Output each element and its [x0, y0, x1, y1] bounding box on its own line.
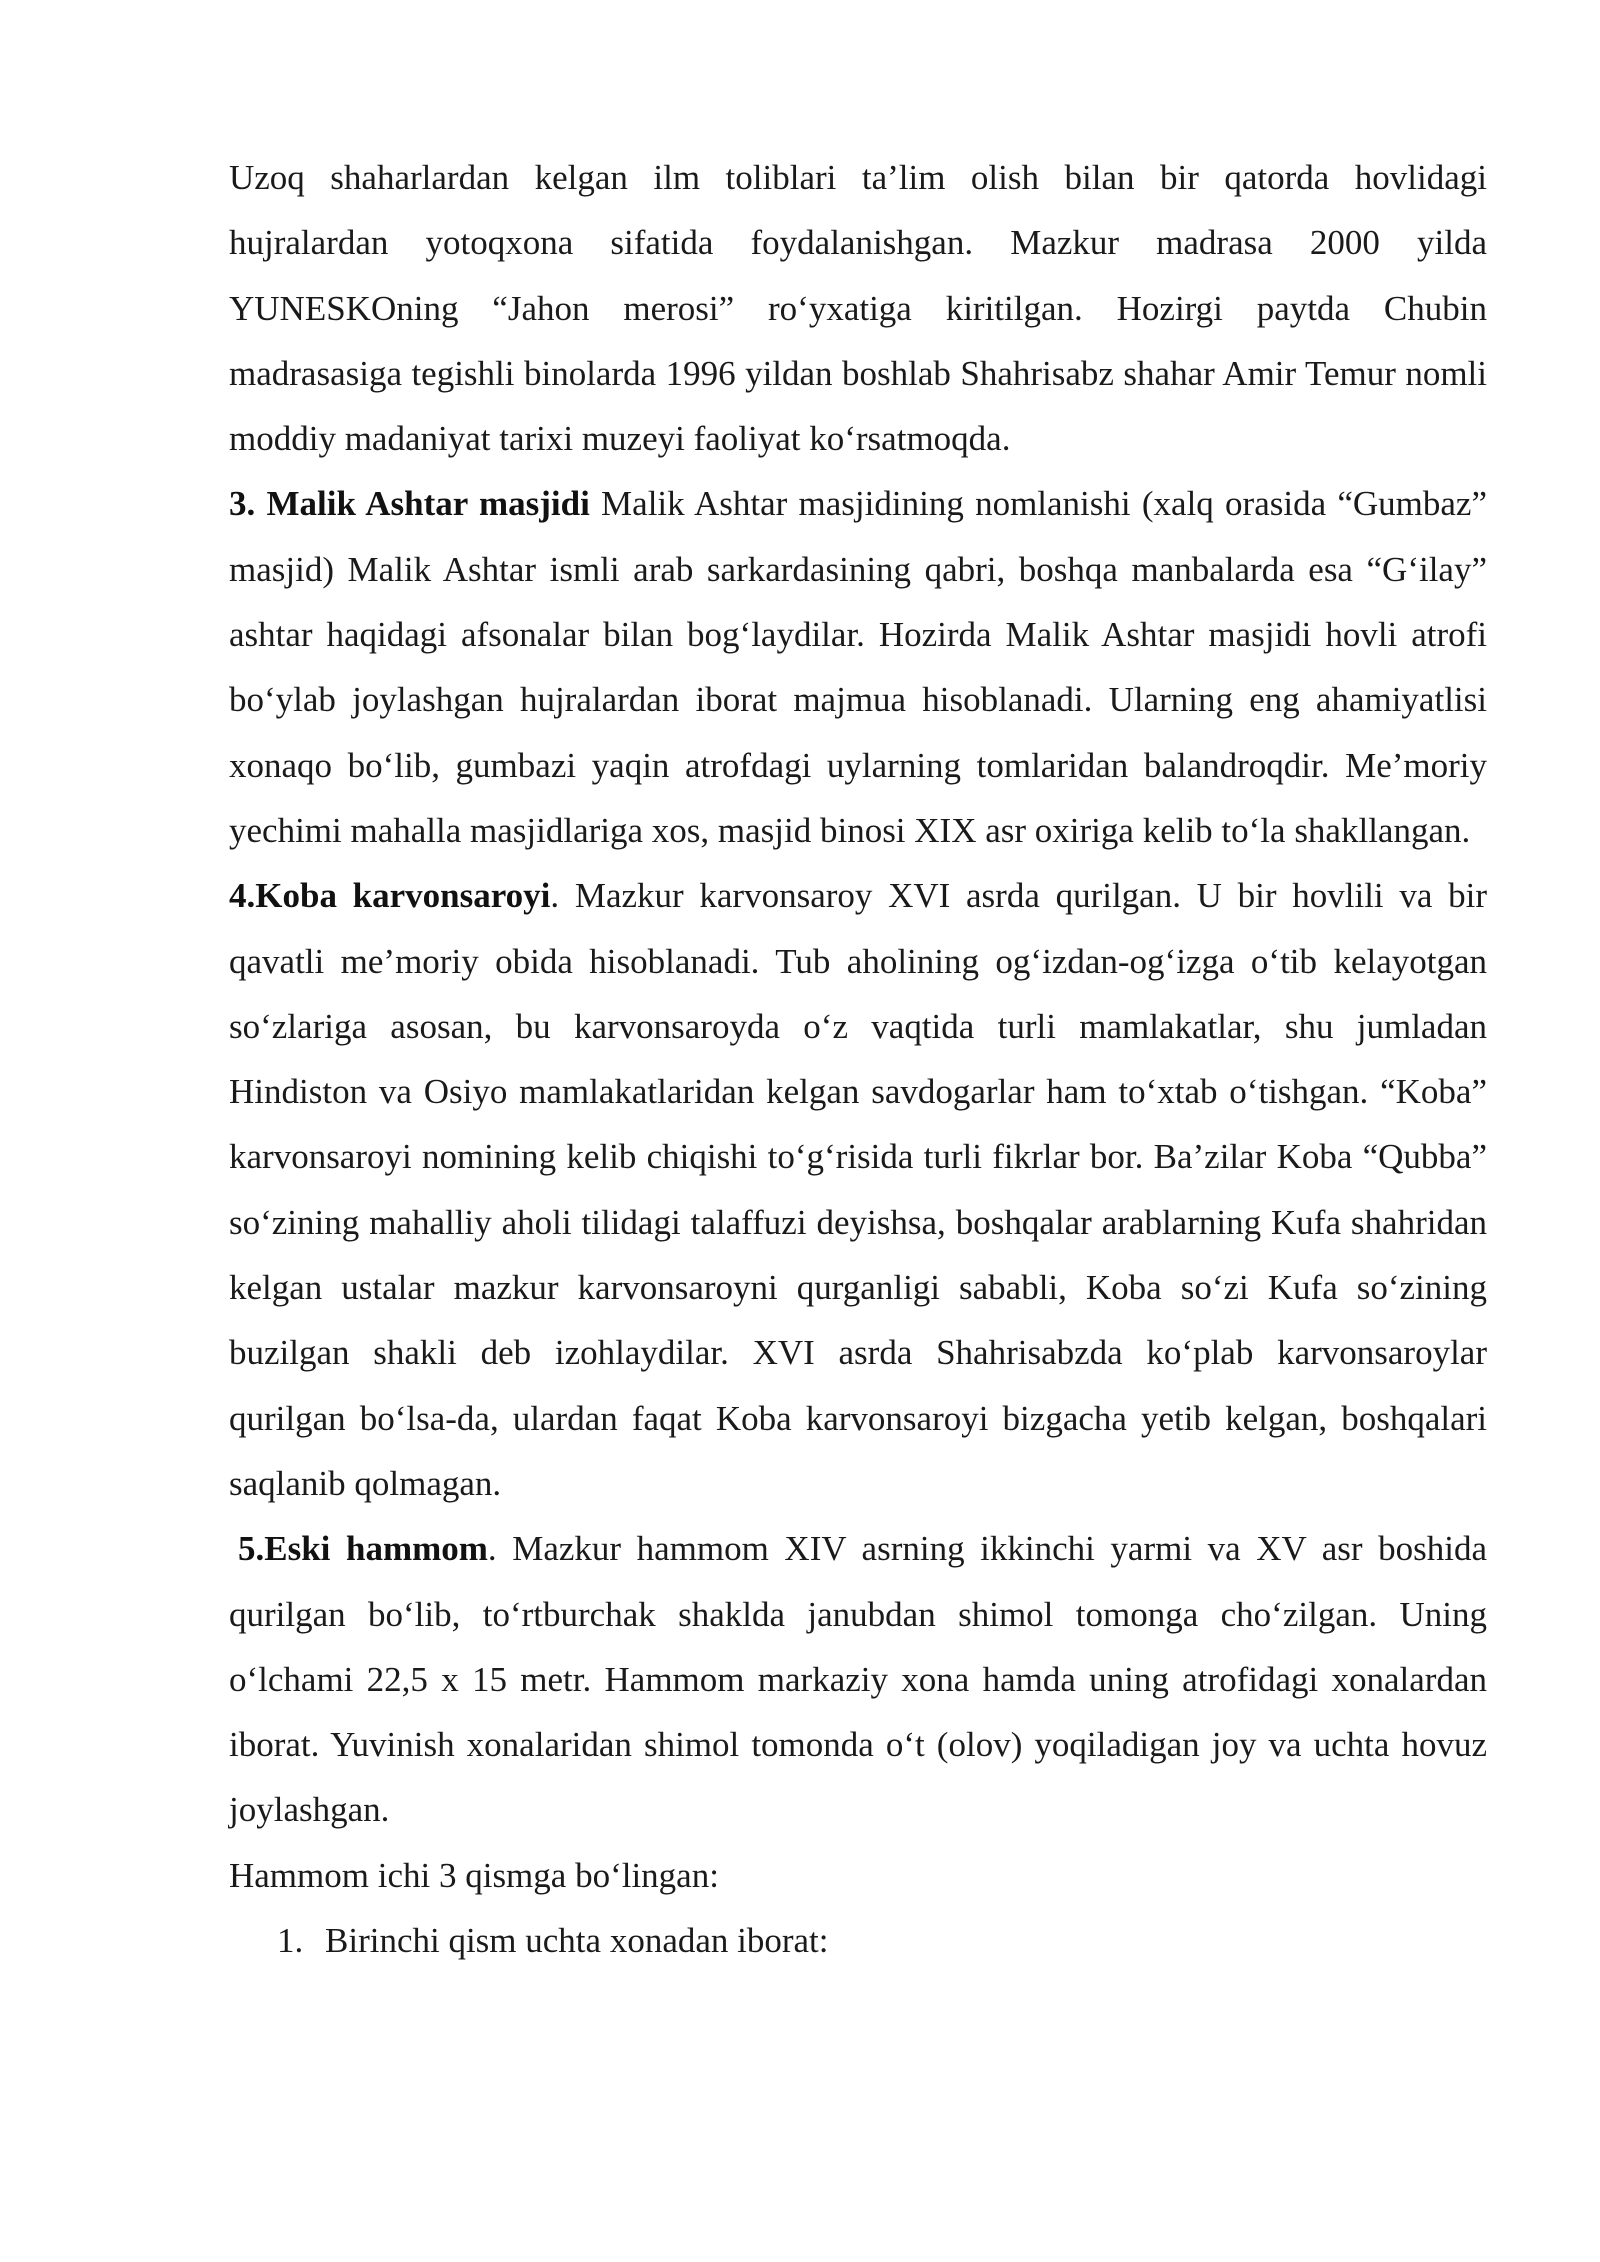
paragraph-text: . Mazkur karvonsaroy XVI asrda qurilgan. U bir hovlili va bir qavatli me’moriy obida hisoblanadi. Tub aholining og‘izdan-og‘izga o‘tib kelayotgan so‘zlariga asosan, bu karvonsaroyda o‘z vaqtida turli mamlakatlar, shu jumladan Hindiston va Osiyo mamlakatlaridan kelgan savdogarlar ham to‘xtab o‘tishgan. “Koba” karvonsaroyi nomining kelib chiqishi to‘g‘risida turli fikrlar bor. Ba’zilar Koba “Qubba” so‘zining mahalliy aholi tilidagi talaffuzi deyishsa, boshqalar arablarning Kufa shahridan kelgan ustalar mazkur karvonsaroyni qurganligi sababli, Koba so‘zi Kufa so‘zining buzilgan shakli deb izohlaydilar. XVI asrda Shahrisabzda ko‘plab karvonsaroylar qurilgan bo‘lsa-da, ulardan faqat Koba karvonsaroyi bizgacha yetib kelgan, boshqalari saqlanib qolmagan.	[229, 876, 1487, 1503]
paragraph-text: Malik Ashtar masjidining nomlanishi (xalq orasida “Gumbaz” masjid) Malik Ashtar ismli arab sarkardasining qabri, boshqa manbalarda esa “G‘ilay” ashtar haqidagi afsonalar bilan bog‘laydilar. Hozirda Malik Ashtar masjidi hovli atrofi bo‘ylab joylashgan hujralardan iborat majmua hisoblanadi. Ularning eng ahamiyatlisi xonaqo bo‘lib, gumbazi yaqin atrofdagi uylarning tomlaridan balandroqdir. Me’moriy yechimi mahalla masjidlariga xos, masjid binosi XIX asr oxiriga kelib to‘la shakllangan.	[229, 484, 1488, 850]
section-heading-koba: 4.Koba karvonsaroyi	[229, 876, 551, 916]
section-heading-malik-ashtar: 3. Malik Ashtar masjidi	[229, 484, 590, 524]
paragraph-text: Uzoq shaharlardan kelgan ilm toliblari ta’lim olish bilan bir qatorda hovlidagi hujralardan yotoqxona sifatida foydalanishgan. Mazkur madrasa 2000 yilda YUNESKOning “Jahon merosi” ro‘yxatiga kiritilgan. Hozirgi paytda Chubin madrasasiga tegishli binolarda 1996 yildan boshlab Shahrisabz shahar Amir Temur nomli moddiy madaniyat tarixi muzeyi faoliyat ko‘rsatmoqda.	[229, 158, 1487, 459]
numbered-list	[229, 1908, 1487, 1973]
paragraph-chubin-madrasa	[229, 145, 1487, 471]
list-item	[229, 1908, 1487, 1973]
section-heading-eski-hammom: 5.Eski hammom	[238, 1529, 488, 1569]
paragraph-text: Hammom ichi 3 qismga bo‘lingan:	[229, 1855, 719, 1895]
paragraph-eski-hammom	[229, 1516, 1487, 1842]
paragraph-koba-karvonsaroyi	[229, 863, 1487, 1516]
document-body	[229, 145, 1487, 1973]
paragraph-text: . Mazkur hammom XIV asrning ikkinchi yarmi va XV asr boshida qurilgan bo‘lib, to‘rtburchak shaklda janubdan shimol tomonga cho‘zilgan. Uning o‘lchami 22,5 x 15 metr. Hammom markaziy xona hamda uning atrofidagi xonalardan iborat. Yuvinish xonalaridan shimol tomonda o‘t (olov) yoqiladigan joy va uchta hovuz joylashgan.	[229, 1529, 1487, 1830]
list-item-text: Birinchi qism uchta xonadan iborat:	[325, 1921, 829, 1961]
paragraph-hammom-parts	[229, 1843, 1487, 1908]
list-item-number: 1.	[277, 1921, 304, 1961]
paragraph-malik-ashtar	[229, 471, 1487, 863]
